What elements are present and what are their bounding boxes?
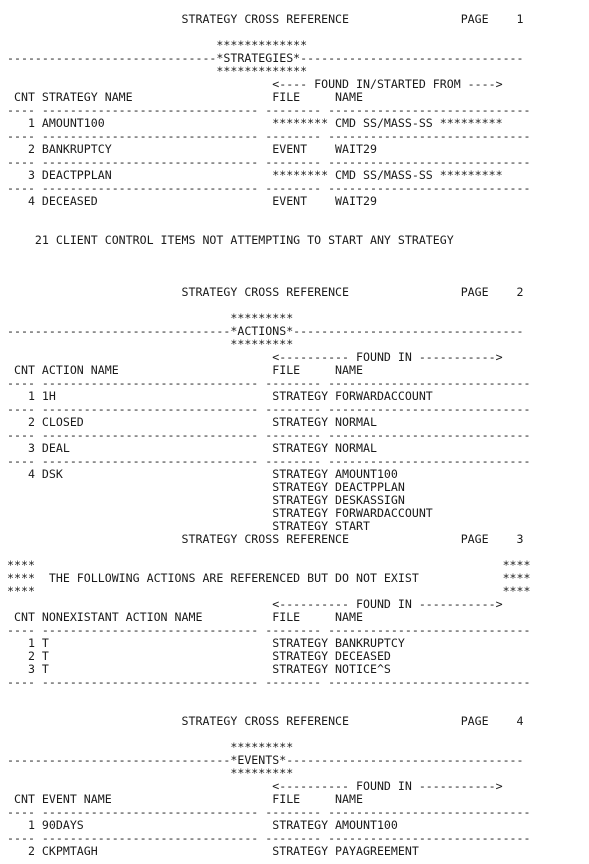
report-line: <---------- FOUND IN -----------> bbox=[7, 779, 503, 793]
report-line bbox=[7, 208, 531, 221]
report-line: 1 AMOUNT100 ******** CMD SS/MASS-SS ********* bbox=[7, 116, 503, 130]
report-line: --------------------------------*ACTIONS*--------------------------------- bbox=[7, 324, 524, 338]
report-line: ---- ------------------------------- -------- ----------------------------- bbox=[7, 402, 531, 416]
report-line: ---- ------------------------------- -------- ----------------------------- bbox=[7, 181, 531, 195]
report-line: 1 T STRATEGY BANKRUPTCY bbox=[7, 636, 405, 650]
report-line: **** **** bbox=[7, 558, 531, 572]
report-line: ---- ------------------------------- -------- ----------------------------- bbox=[7, 376, 531, 390]
report-line: ---- ------------------------------- -------- ----------------------------- bbox=[7, 454, 531, 468]
report-line: ---- ------------------------------- -------- ----------------------------- bbox=[7, 129, 531, 143]
report-line bbox=[7, 247, 531, 260]
report-line: STRATEGY CROSS REFERENCE PAGE 4 bbox=[7, 714, 524, 728]
report-line: CNT NONEXISTANT ACTION NAME FILE NAME bbox=[7, 610, 363, 624]
report-line: 1 90DAYS STRATEGY AMOUNT100 bbox=[7, 818, 398, 832]
report-line: 21 CLIENT CONTROL ITEMS NOT ATTEMPTING TO START ANY STRATEGY bbox=[7, 233, 454, 247]
report-line: STRATEGY FORWARDACCOUNT bbox=[7, 506, 433, 520]
report-line: 2 T STRATEGY DECEASED bbox=[7, 649, 391, 663]
report-line: 4 DSK STRATEGY AMOUNT100 bbox=[7, 467, 398, 481]
report-line: ********* bbox=[7, 337, 294, 351]
report-line: STRATEGY START bbox=[7, 519, 370, 533]
report-line: STRATEGY CROSS REFERENCE PAGE 3 bbox=[7, 532, 524, 546]
report-line: 3 DEACTPPLAN ******** CMD SS/MASS-SS ********* bbox=[7, 168, 503, 182]
report-line: <---------- FOUND IN -----------> bbox=[7, 597, 503, 611]
report-line: ************* bbox=[7, 64, 308, 78]
report-line: STRATEGY DESKASSIGN bbox=[7, 493, 405, 507]
report-line: **** THE FOLLOWING ACTIONS ARE REFERENCED BUT DO NOT EXIST **** bbox=[7, 571, 531, 585]
report-line: 3 T STRATEGY NOTICE^S bbox=[7, 662, 391, 676]
report-line: <---------- FOUND IN -----------> bbox=[7, 350, 503, 364]
report-line bbox=[7, 689, 531, 702]
report-line: STRATEGY CROSS REFERENCE PAGE 2 bbox=[7, 285, 524, 299]
report-line: ---- ------------------------------- -------- ----------------------------- bbox=[7, 103, 531, 117]
report-line: ********* bbox=[7, 311, 294, 325]
report-line: ---- ------------------------------- -------- ----------------------------- bbox=[7, 428, 531, 442]
report-line: 2 CKPMTAGH STRATEGY PAYAGREEMENT bbox=[7, 844, 419, 858]
report-line: ---- ------------------------------- -------- ----------------------------- bbox=[7, 623, 531, 637]
report-line: CNT STRATEGY NAME FILE NAME bbox=[7, 90, 363, 104]
report-line: ---- ------------------------------- -------- ----------------------------- bbox=[7, 805, 531, 819]
report-line: ------------------------------*STRATEGIES*-------------------------------- bbox=[7, 51, 524, 65]
report-line: 2 BANKRUPTCY EVENT WAIT29 bbox=[7, 142, 377, 156]
report-line: <---- FOUND IN/STARTED FROM ----> bbox=[7, 77, 503, 91]
report-line: ********* bbox=[7, 740, 294, 754]
report-line: 2 CLOSED STRATEGY NORMAL bbox=[7, 415, 377, 429]
report-line: 4 DECEASED EVENT WAIT29 bbox=[7, 194, 377, 208]
report-line: ********* bbox=[7, 766, 294, 780]
report-line: ---- ------------------------------- -------- ----------------------------- bbox=[7, 831, 531, 845]
report-line bbox=[7, 260, 531, 273]
report-line: ---- ------------------------------- -------- ----------------------------- bbox=[7, 155, 531, 169]
report-line: ************* bbox=[7, 38, 308, 52]
report-line: STRATEGY CROSS REFERENCE PAGE 1 bbox=[7, 12, 524, 26]
report-line: 3 DEAL STRATEGY NORMAL bbox=[7, 441, 377, 455]
report-line: 1 1H STRATEGY FORWARDACCOUNT bbox=[7, 389, 433, 403]
report-line: **** **** bbox=[7, 584, 531, 598]
report-line: CNT ACTION NAME FILE NAME bbox=[7, 363, 363, 377]
report-line: ---- ------------------------------- -------- ----------------------------- bbox=[7, 675, 531, 689]
report-line: CNT EVENT NAME FILE NAME bbox=[7, 792, 363, 806]
report-line: STRATEGY DEACTPPLAN bbox=[7, 480, 405, 494]
cross-reference-report bbox=[7, 13, 531, 858]
report-line: --------------------------------*EVENTS*---------------------------------- bbox=[7, 753, 524, 767]
